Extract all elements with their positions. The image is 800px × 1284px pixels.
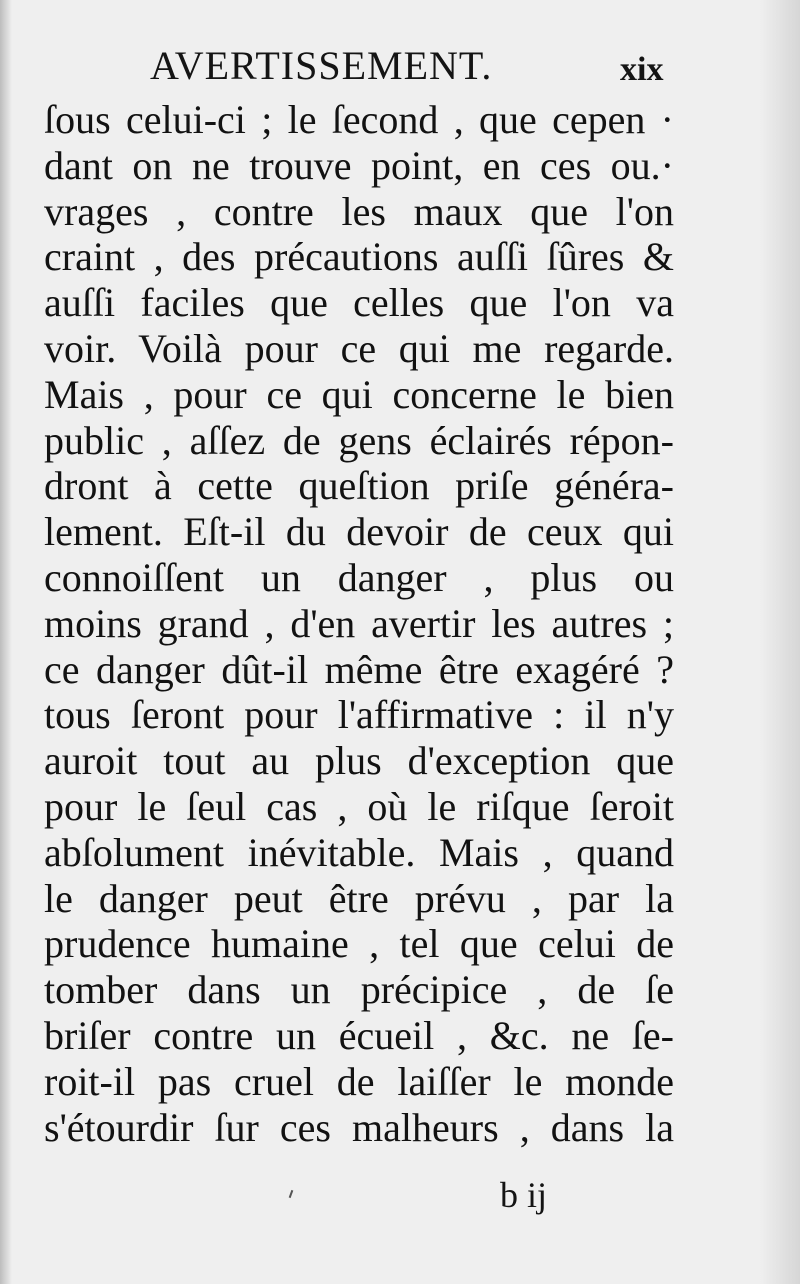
text-line: connoiſſent un danger , plus ou xyxy=(44,554,674,600)
page-number: xix xyxy=(620,51,664,88)
page-edge-shadow xyxy=(760,0,800,1284)
text-line: s'étourdir ſur ces malheurs , dans la xyxy=(44,1104,674,1150)
text-line: prudence humaine , tel que celui de xyxy=(44,921,674,967)
body-text xyxy=(44,97,674,1150)
text-line: moins grand , d'en avertir les autres ; xyxy=(44,600,674,646)
text-line: ſous celui-ci ; le ſecond , que cepen · xyxy=(44,97,674,142)
text-line: tous ſeront pour l'affirmative : il n'y xyxy=(44,692,674,738)
text-line: briſer contre un écueil , &c. ne ſe- xyxy=(44,1012,674,1058)
text-line: roit-il pas cruel de laiſſer le monde xyxy=(44,1058,674,1104)
signature-mark: b ij xyxy=(500,1175,548,1215)
text-line: tomber dans un précipice , de ſe xyxy=(44,967,674,1013)
text-line: auroit tout au plus d'exception que xyxy=(44,738,674,784)
text-line: auſſi faciles que celles que l'on va xyxy=(44,280,674,326)
text-line: voir. Voilà pour ce qui me regarde. xyxy=(44,325,674,371)
running-title: AVERTISSEMENT. xyxy=(150,43,493,88)
ink-speck xyxy=(289,1190,294,1198)
page-gutter-shadow xyxy=(0,0,12,1284)
text-line: Mais , pour ce qui concerne le bien xyxy=(44,371,674,417)
text-line: dront à cette queſtion priſe généra- xyxy=(44,463,674,509)
text-line: dant on ne trouve point, en ces ou.· xyxy=(44,142,674,188)
text-line: lement. Eſt-il du devoir de ceux qui xyxy=(44,509,674,555)
text-line: craint , des précautions auſſi ſûres & xyxy=(44,234,674,280)
text-line: public , aſſez de gens éclairés répon- xyxy=(44,417,674,463)
text-line: le danger peut être prévu , par la xyxy=(44,875,674,921)
text-line: vrages , contre les maux que l'on xyxy=(44,188,674,234)
text-line: abſolument inévitable. Mais , quand xyxy=(44,829,674,875)
page-header xyxy=(0,36,800,96)
text-line: pour le ſeul cas , où le riſque ſeroit xyxy=(44,783,674,829)
text-line: ce danger dût-il même être exagéré ? xyxy=(44,646,674,692)
